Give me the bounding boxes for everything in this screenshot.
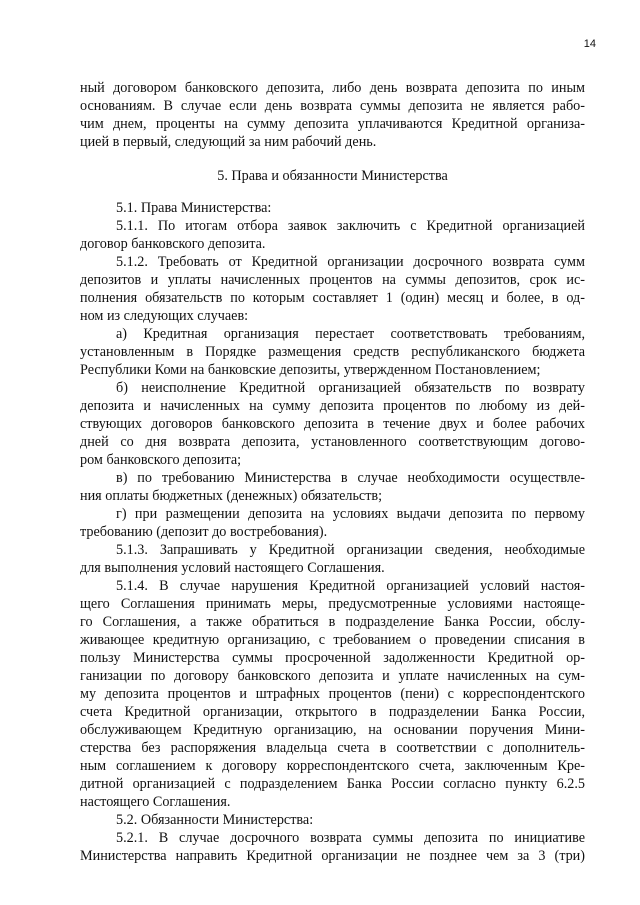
text-line: дней со дня возврата депозита, установленного соответствующим догово- — [80, 434, 585, 450]
text-line: щего Соглашения принимать меры, предусмотренные условиями настояще- — [80, 596, 585, 612]
paragraph — [80, 829, 585, 865]
text-line: 5.1. Права Министерства: — [116, 200, 272, 216]
paragraph — [80, 577, 585, 811]
text-line: установленным в Порядке размещения средств республиканского бюджета — [80, 344, 585, 360]
document-body — [80, 79, 585, 865]
text-line: 5.2. Обязанности Министерства: — [116, 812, 314, 828]
text-line: г) при размещении депозита на условиях выдачи депозита по первому — [116, 506, 585, 522]
text-line: ганизации по договору банковского депозита и уплате начисленных на сум- — [80, 668, 585, 684]
text-line: го Соглашения, а также обратиться в подразделение Банка России, обслу- — [80, 614, 585, 630]
text-line: 5.1.1. По итогам отбора заявок заключить с Кредитной организацией — [116, 218, 585, 234]
text-line: счета Кредитной организации, открытого в подразделении Банка России, — [80, 704, 585, 720]
text-line: дитной организацией с подразделением Банка России согласно пункту 6.2.5 — [80, 776, 585, 792]
text-line: ный договором банковского депозита, либо день возврата депозита по иным — [80, 80, 585, 96]
text-line: ном из следующих случаев: — [80, 308, 249, 324]
text-line: 5.1.3. Запрашивать у Кредитной организации сведения, необходимые — [116, 542, 585, 558]
text-line: ным соглашением к договору корреспондентского счета, заключенным Кре- — [80, 758, 585, 774]
page-number: 14 — [583, 38, 596, 50]
text-line: чим днем, проценты на сумму депозита уплачиваются Кредитной организа- — [80, 116, 585, 132]
text-line: 5.1.2. Требовать от Кредитной организации досрочного возврата сумм — [116, 254, 585, 270]
text-line: договор банковского депозита. — [80, 236, 266, 252]
text-line: для выполнения условий настоящего Соглашения. — [80, 560, 385, 576]
text-line: живающее кредитную организацию, с требованием о проведении списания в — [80, 632, 585, 648]
paragraph — [80, 325, 585, 379]
text-line: в) по требованию Министерства в случае необходимости осуществле- — [116, 470, 585, 486]
text-line: му депозита процентов и штрафных процентов (пени) с корреспондентского — [80, 686, 585, 702]
paragraph — [80, 541, 585, 577]
text-line: стерства без распоряжения владельца счета в соответствии с дополнитель- — [80, 740, 585, 756]
paragraph — [80, 469, 585, 505]
text-line: б) неисполнение Кредитной организацией обязательств по возврату — [116, 380, 585, 396]
text-line: депозита и начисленных на сумму депозита процентов по любому из дей- — [80, 398, 585, 414]
paragraph — [80, 199, 585, 217]
text-line: основаниям. В случае если день возврата суммы депозита не является рабо- — [80, 98, 585, 114]
text-line: полнения обязательств по которым составляет 1 (один) месяц и более, в од- — [80, 290, 585, 306]
text-line: депозитов и уплаты начисленных процентов на суммы депозитов, срок ис- — [80, 272, 585, 288]
text-line: цией в первый, следующий за ним рабочий день. — [80, 134, 377, 150]
text-line: требованию (депозит до востребования). — [80, 524, 328, 540]
paragraph — [80, 217, 585, 253]
section-heading: 5. Права и обязанности Министерства — [217, 168, 448, 184]
text-line: настоящего Соглашения. — [80, 794, 231, 810]
text-line: пользу Министерства суммы просроченной задолженности Кредитной ор- — [80, 650, 585, 666]
text-line: 5.1.4. В случае нарушения Кредитной организацией условий настоя- — [116, 578, 585, 594]
text-line: ствующих договоров банковского депозита в течение двух и более рабочих — [80, 416, 585, 432]
text-line: ния оплаты бюджетных (денежных) обязательств; — [80, 488, 383, 504]
paragraph — [80, 253, 585, 325]
text-line: а) Кредитная организация перестает соответствовать требованиям, — [116, 326, 585, 342]
text-line: 5.2.1. В случае досрочного возврата суммы депозита по инициативе — [116, 830, 585, 846]
paragraph — [80, 79, 585, 151]
paragraph — [80, 811, 585, 829]
text-line: ром банковского депозита; — [80, 452, 242, 468]
paragraph — [80, 505, 585, 541]
text-line: Министерства направить Кредитной организации не позднее чем за 3 (три) — [80, 848, 585, 864]
text-line: обслуживающем Кредитную организацию, на основании поручения Мини- — [80, 722, 585, 738]
text-line: Республики Коми на банковские депозиты, утвержденном Постановлением; — [80, 362, 541, 378]
paragraph — [80, 379, 585, 469]
